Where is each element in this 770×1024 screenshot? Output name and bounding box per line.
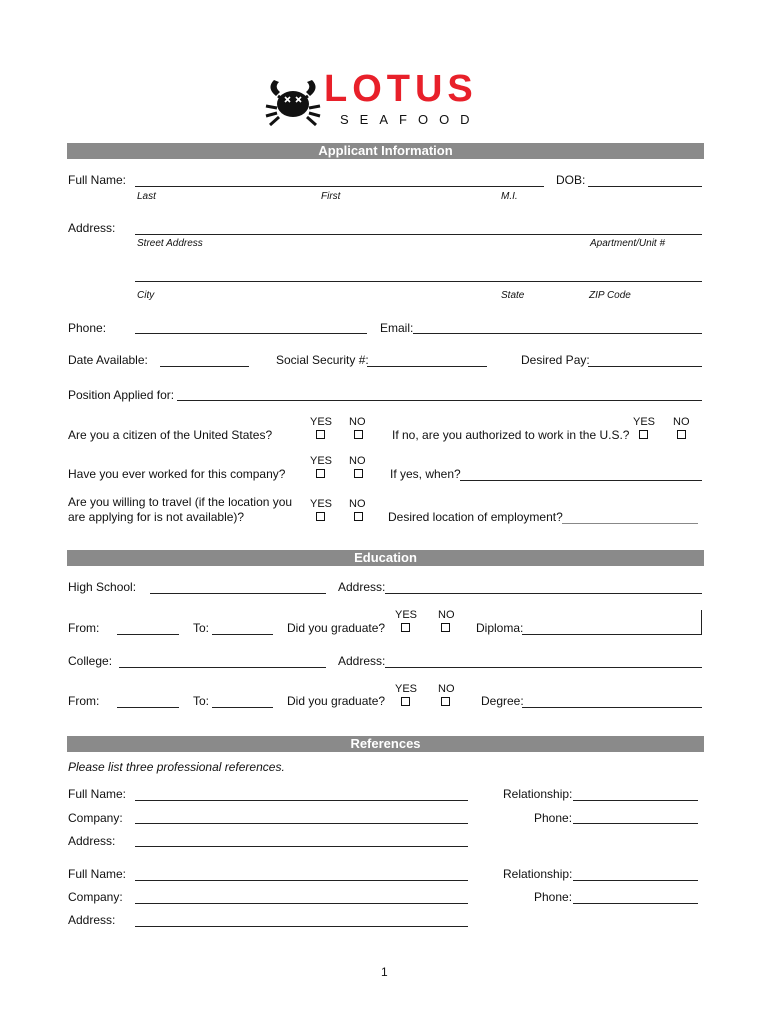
hs-from-label: From:	[68, 621, 100, 635]
travel-question-line2: are applying for is not available)?	[68, 510, 245, 524]
phone-label: Phone:	[68, 321, 107, 335]
college-grad-yes-label: YES	[395, 683, 418, 695]
ref2-company-label: Company:	[68, 890, 123, 904]
citizen-question: Are you a citizen of the United States?	[68, 428, 273, 442]
hs-address-field[interactable]	[385, 593, 702, 594]
ref1-full-name-field[interactable]	[135, 800, 468, 801]
desired-pay-label: Desired Pay:	[521, 353, 590, 367]
first-caption: First	[321, 191, 341, 202]
college-from-label: From:	[68, 694, 100, 708]
worked-no-label: NO	[349, 455, 366, 467]
references-section-header: References	[67, 736, 704, 752]
date-available-label: Date Available:	[68, 353, 148, 367]
travel-no-label: NO	[349, 498, 366, 510]
ref2-company-field[interactable]	[135, 903, 468, 904]
citizen-no-label: NO	[349, 416, 366, 428]
college-grad-no-checkbox[interactable]	[441, 697, 450, 706]
ref2-relationship-label: Relationship:	[503, 867, 573, 881]
desired-location-label: Desired location of employment?	[388, 510, 563, 524]
degree-label: Degree:	[481, 694, 524, 708]
position-field[interactable]	[177, 400, 702, 401]
college-to-label: To:	[193, 694, 210, 708]
hs-grad-no-label: NO	[438, 609, 455, 621]
hs-grad-yes-checkbox[interactable]	[401, 623, 410, 632]
date-available-field[interactable]	[160, 366, 249, 367]
college-field[interactable]	[119, 667, 326, 668]
phone-field[interactable]	[135, 333, 367, 334]
citizen-no-checkbox[interactable]	[354, 430, 363, 439]
worked-yes-checkbox[interactable]	[316, 469, 325, 478]
position-label: Position Applied for:	[68, 388, 175, 402]
college-grad-no-label: NO	[438, 683, 455, 695]
hs-from-field[interactable]	[117, 634, 179, 635]
zip-caption: ZIP Code	[589, 290, 631, 301]
logo	[262, 68, 481, 130]
ref1-phone-field[interactable]	[573, 823, 698, 824]
ref1-relationship-label: Relationship:	[503, 787, 573, 801]
degree-field[interactable]	[522, 707, 702, 708]
city-caption: City	[137, 290, 155, 301]
ref1-full-name-label: Full Name:	[68, 787, 127, 801]
when-label: If yes, when?	[390, 467, 461, 481]
street-caption: Street Address	[137, 238, 203, 249]
mi-caption: M.I.	[501, 191, 518, 202]
authorized-yes-checkbox[interactable]	[639, 430, 648, 439]
authorized-yes-label: YES	[633, 416, 656, 428]
diploma-field-edge	[701, 610, 702, 635]
college-to-field[interactable]	[212, 707, 273, 708]
dob-field[interactable]	[588, 186, 702, 187]
college-address-field[interactable]	[385, 667, 702, 668]
college-address-label: Address:	[338, 654, 386, 668]
college-grad-yes-checkbox[interactable]	[401, 697, 410, 706]
when-field[interactable]	[460, 480, 702, 481]
brand-subtitle: SEAFOOD	[340, 112, 481, 127]
city-state-zip-field[interactable]	[135, 281, 702, 282]
last-caption: Last	[137, 191, 156, 202]
ssn-label: Social Security #:	[276, 353, 369, 367]
crab-icon	[262, 70, 324, 130]
hs-to-field[interactable]	[212, 634, 273, 635]
ref2-full-name-label: Full Name:	[68, 867, 127, 881]
ref1-company-field[interactable]	[135, 823, 468, 824]
ref2-address-label: Address:	[68, 913, 116, 927]
hs-address-label: Address:	[338, 580, 386, 594]
ref2-phone-label: Phone:	[534, 890, 573, 904]
college-from-field[interactable]	[117, 707, 179, 708]
travel-yes-label: YES	[310, 498, 333, 510]
ssn-field[interactable]	[367, 366, 487, 367]
ref1-address-field[interactable]	[135, 846, 468, 847]
high-school-field[interactable]	[150, 593, 326, 594]
college-graduate-question: Did you graduate?	[287, 694, 386, 708]
email-field[interactable]	[413, 333, 702, 334]
citizen-yes-checkbox[interactable]	[316, 430, 325, 439]
desired-pay-field[interactable]	[588, 366, 702, 367]
travel-yes-checkbox[interactable]	[316, 512, 325, 521]
full-name-field[interactable]	[135, 186, 544, 187]
travel-no-checkbox[interactable]	[354, 512, 363, 521]
page-number: 1	[381, 965, 388, 979]
authorized-no-checkbox[interactable]	[677, 430, 686, 439]
ref2-full-name-field[interactable]	[135, 880, 468, 881]
ref2-address-field[interactable]	[135, 926, 468, 927]
applicant-section-header: Applicant Information	[67, 143, 704, 159]
desired-location-field[interactable]	[562, 523, 698, 524]
hs-graduate-question: Did you graduate?	[287, 621, 386, 635]
college-label: College:	[68, 654, 113, 668]
diploma-label: Diploma:	[476, 621, 524, 635]
brand-name: LOTUS	[324, 68, 478, 110]
hs-grad-no-checkbox[interactable]	[441, 623, 450, 632]
worked-question: Have you ever worked for this company?	[68, 467, 286, 481]
hs-to-label: To:	[193, 621, 210, 635]
state-caption: State	[501, 290, 525, 301]
ref1-phone-label: Phone:	[534, 811, 573, 825]
worked-no-checkbox[interactable]	[354, 469, 363, 478]
street-address-field[interactable]	[135, 234, 702, 235]
diploma-field[interactable]	[522, 634, 702, 635]
ref2-phone-field[interactable]	[573, 903, 698, 904]
references-intro: Please list three professional references.	[68, 760, 285, 774]
apt-caption: Apartment/Unit #	[590, 238, 666, 249]
high-school-label: High School:	[68, 580, 137, 594]
ref1-address-label: Address:	[68, 834, 116, 848]
authorized-no-label: NO	[673, 416, 690, 428]
worked-yes-label: YES	[310, 455, 333, 467]
address-label: Address:	[68, 221, 116, 235]
travel-question-line1: Are you willing to travel (if the location you	[68, 495, 293, 509]
ref1-relationship-field[interactable]	[573, 800, 698, 801]
citizen-yes-label: YES	[310, 416, 333, 428]
full-name-label: Full Name:	[68, 173, 127, 187]
email-label: Email:	[380, 321, 414, 335]
dob-label: DOB:	[556, 173, 586, 187]
hs-grad-yes-label: YES	[395, 609, 418, 621]
ref2-relationship-field[interactable]	[573, 880, 698, 881]
education-section-header: Education	[67, 550, 704, 566]
ref1-company-label: Company:	[68, 811, 123, 825]
authorized-question: If no, are you authorized to work in the U.S.?	[392, 428, 630, 442]
